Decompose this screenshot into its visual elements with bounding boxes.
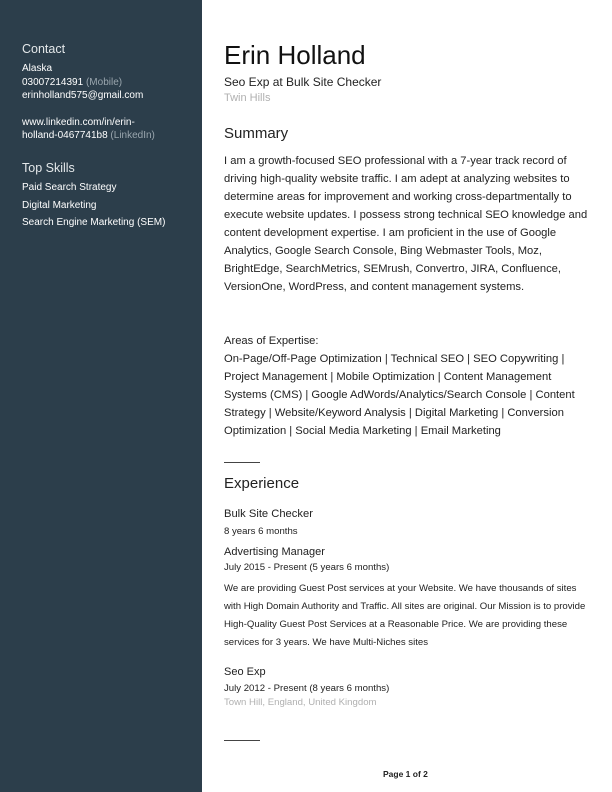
position-location: Town Hill, England, United Kingdom xyxy=(224,697,377,708)
expertise-list: On-Page/Off-Page Optimization | Technical SEO | SEO Copywriting | Project Management | Mobile Optimization | Content Management Systems (CMS) | Google AdWords/Analytics/Search Console | Content Strategy | Website/Keyword Analysis | Digital Marketing | Conversion Optimization | Social Media Marketing | Email Marketing xyxy=(224,353,575,437)
summary-heading: Summary xyxy=(224,125,289,142)
position-title: Advertising Manager xyxy=(224,546,325,558)
expertise-label: Areas of Expertise: xyxy=(224,335,319,347)
contact-phone-type: (Mobile) xyxy=(85,76,123,88)
position-description: We are providing Guest Post services at your Website. We have thousands of sites with High Domain Authority and Traffic. All sites are original. Our Mission is to provide High-Quality Guest Post Services at a Reasonable Price. We are providing these services for 3 years. We have Multi-Niches sites xyxy=(224,583,586,648)
contact-location: Alaska xyxy=(22,63,53,74)
skill-item: Search Engine Marketing (SEM) xyxy=(22,217,166,228)
skill-item: Digital Marketing xyxy=(22,199,97,211)
skill-item: Paid Search Strategy xyxy=(22,182,117,193)
contact-heading: Contact xyxy=(22,42,66,56)
position-dates: July 2012 - Present (8 years 6 months) xyxy=(224,683,390,694)
section-divider xyxy=(224,740,260,741)
contact-phone-line xyxy=(22,76,197,90)
position-dates: July 2015 - Present (5 years 6 months) xyxy=(224,562,390,573)
page-number: Page 1 of 2 xyxy=(383,769,428,779)
sidebar xyxy=(0,0,202,792)
top-skills-section xyxy=(22,161,197,232)
company-name: Bulk Site Checker xyxy=(224,508,313,520)
linkedin-url-part1[interactable]: www.linkedin.com/in/erin- xyxy=(22,116,135,128)
contact-section xyxy=(22,42,197,143)
company-duration: 8 years 6 months xyxy=(224,526,298,537)
linkedin-url-part2[interactable]: holland-0467741b8 xyxy=(22,130,108,141)
experience-heading: Experience xyxy=(224,475,300,492)
profile-location: Twin Hills xyxy=(224,92,271,104)
profile-name: Erin Holland xyxy=(224,40,366,70)
top-skills-heading: Top Skills xyxy=(22,161,75,175)
contact-email[interactable]: erinholland575@gmail.com xyxy=(22,90,144,101)
summary-paragraph: I am a growth-focused SEO professional with a 7-year track record of driving high-quality website traffic. I am adept at analyzing websites to determine areas for improvement and working cross-departmentally to execute website updates. I possess strong technical SEO knowledge and content development expertise. I am proficient in the use of Google Analytics, Google Search Console, Bing Webmaster Tools, Moz, BrightEdge, SearchMetrics, SEMrush, Convertro, JIRA, Confluence, VersionOne, WordPress, and content management systems. xyxy=(224,155,588,293)
contact-phone[interactable]: 03007214391 xyxy=(22,76,84,88)
section-divider xyxy=(224,462,260,463)
linkedin-type: (LinkedIn) xyxy=(110,130,155,141)
linkedin-link[interactable] xyxy=(22,116,197,143)
profile-headline: Seo Exp at Bulk Site Checker xyxy=(224,75,382,89)
position-title: Seo Exp xyxy=(224,666,266,678)
